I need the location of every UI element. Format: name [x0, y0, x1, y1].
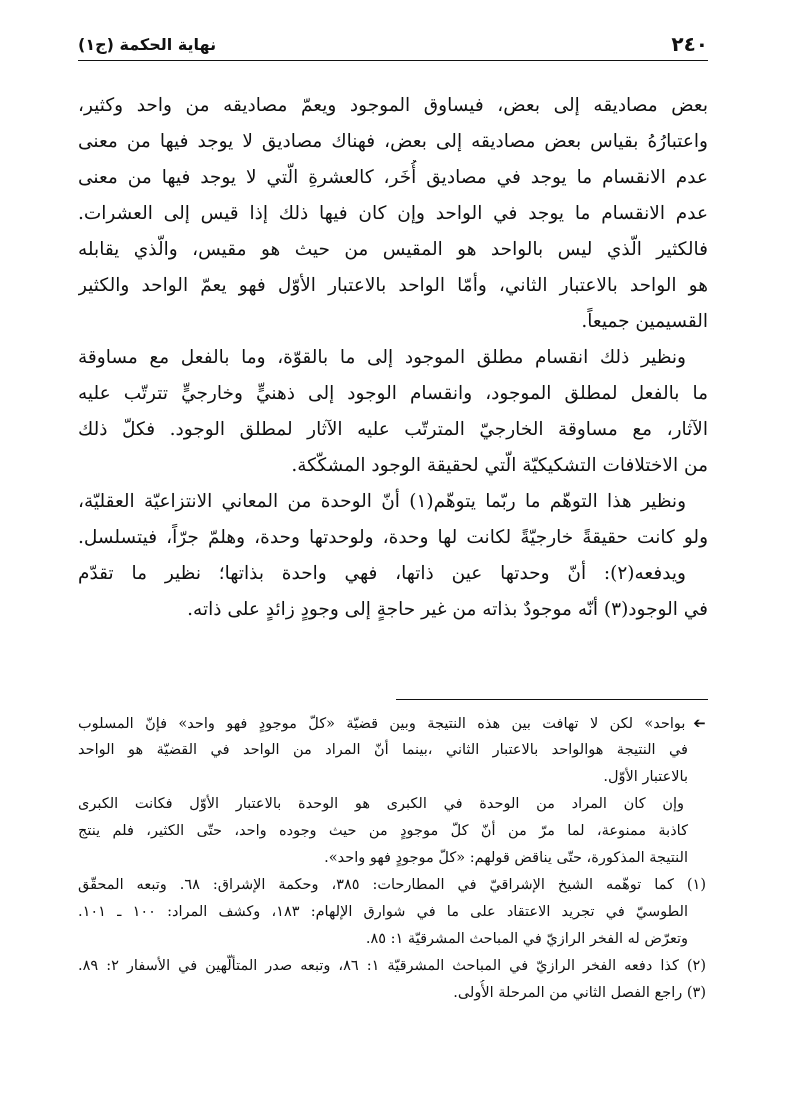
running-title: نهاية الحكمة (ج١)	[78, 34, 217, 54]
arrow-left-icon: ➔	[693, 714, 706, 732]
footnote-text: بواحد» لكن لا تهافت بين هذه النتيجة وبين قضيّة «كلّ موجودٍ فهو واحد» فإنّ المسلوب	[78, 716, 686, 732]
page-header	[78, 28, 708, 61]
footnote-line: وتعرّض له الفخر الرازيّ في المباحث المشرقيّة ١: ٨٥.	[365, 931, 688, 947]
text-line: الآثار، مع مساوقة الخارجيّ المترتّب عليه الآثار لمطلق الوجود. فكلّ ذلك	[78, 419, 708, 440]
footnote-line: في النتيجة هوالواحد بالاعتبار الثاني ،بينما أنّ المراد من الواحد في القضيّة هو الواحد	[78, 742, 688, 758]
text-line: بعض مصاديقه إلى بعض، فيساوق الموجود ويعمّ مصاديقه من واحد وكثير،	[78, 95, 708, 116]
text-line: من الاختلافات التشكيكيّة الّتي لحقيقة الوجود المشكّكة.	[291, 455, 708, 476]
text-line: ونظير هذا التوهّم ما ربّما يتوهّم(١) أنّ الوحدة من المعاني الانتزاعيّة العقليّة،	[78, 491, 687, 512]
footnotes	[78, 710, 706, 1007]
main-text	[78, 88, 708, 628]
footnote-divider	[396, 699, 708, 700]
page-number: ٢٤٠	[671, 32, 708, 56]
text-line: عدم الانقسام ما يوجد في مصاديق أُخَر، كالعشرةِ الّتي لا يوجد فيها من معنى	[78, 167, 708, 188]
footnote-line: (١) كما توهّمه الشيخ الإشراقيّ في المطارحات: ٣٨٥، وحكمة الإشراق: ٦٨. وتبعه المحقّق	[78, 877, 706, 893]
text-line: ولو كانت حقيقةً خارجيّةً لكانت لها وحدة، ولوحدتها وحدة، وهلمّ جرّاً، فيتسلسل.	[78, 527, 708, 548]
text-line: واعتبارُهُ بقياس بعض مصاديقه إلى بعض، فهناك مصاديق لا يوجد فيها من معنى	[78, 131, 708, 152]
text-line: ويدفعه(٢): أنّ وحدتها عين ذاتها، فهي واحدة بذاتها؛ نظير ما تقدّم	[78, 563, 686, 584]
text-line: ما بالفعل لمطلق الموجود، وانقسام الوجود إلى ذهنيٍّ وخارجيٍّ تترتّب عليه	[78, 383, 708, 404]
footnote-line: النتيجة المذكورة، حتّى يناقض قولهم: «كلّ موجودٍ فهو واحد».	[324, 850, 688, 866]
text-line: فالكثير الّذي ليس بالواحد هو المقيس من حيث هو مقيس، والّذي يقابله	[78, 239, 708, 260]
footnote-line: كاذبة ممنوعة، لما مرّ من أنّ كلّ موجودٍ من حيث وجوده واحد، حتّى الكثير، فلم ينتج	[78, 823, 688, 839]
footnote-line: (٣) راجع الفصل الثاني من المرحلة الأُولى.	[453, 985, 706, 1001]
text-line: عدم الانقسام ما يوجد في الواحد وإن كان فيها ذلك إذا قيس إلى العشرات.	[78, 203, 708, 224]
footnote-line: الطوسيّ في تجريد الاعتقاد على ما في شوارق الإلهام: ١٨٣، وكشف المراد: ١٠٠ ـ ١٠١.	[78, 904, 688, 920]
footnote-line: وإن كان المراد من الوحدة في الكبرى هو الوحدة بالاعتبار الأوّل فكانت الكبرى	[78, 796, 684, 812]
text-line: هو الواحد بالاعتبار الثاني، وأمّا الواحد بالاعتبار الأوّل فهو يعمّ الواحد والكثير	[78, 275, 708, 296]
text-line: القسيمين جميعاً.	[581, 311, 708, 332]
footnote-line: بالاعتبار الأوّل.	[603, 769, 688, 785]
footnote-line: (٢) كذا دفعه الفخر الرازيّ في المباحث المشرقيّة ١: ٨٦، وتبعه صدر المتألّهين في الأسفار ٢: ٨٩.	[78, 958, 706, 974]
text-line: ونظير ذلك انقسام مطلق الموجود إلى ما بالقوّة، وما بالفعل مع مساوقة	[78, 347, 686, 368]
text-line: في الوجود(٣) أنّه موجودٌ بذاته من غير حاجةٍ إلى وجودٍ زائدٍ على ذاته.	[187, 599, 708, 620]
footnote-line	[78, 710, 706, 737]
